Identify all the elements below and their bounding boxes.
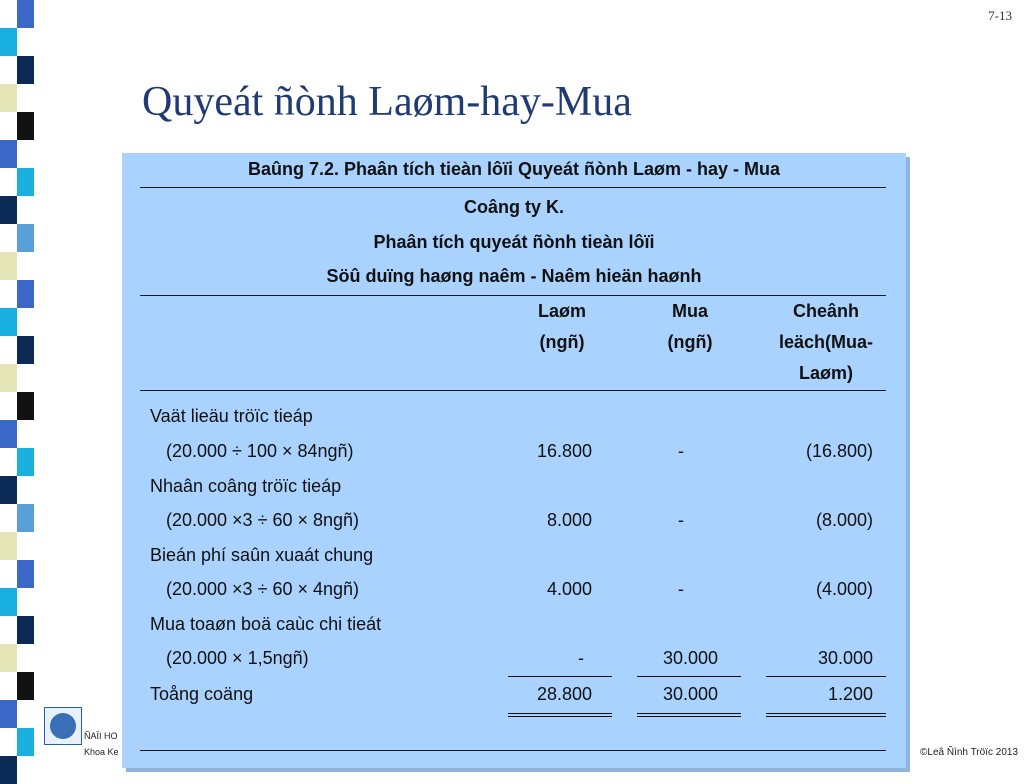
column-header-line: (ngñ) <box>539 332 585 352</box>
strip-square <box>0 420 17 448</box>
column-header-difference <box>766 296 886 389</box>
row-label-overhead: Bieán phí saûn xuaát chung <box>150 545 374 565</box>
divider <box>140 750 886 751</box>
logo-emblem-icon <box>50 713 76 739</box>
strip-square <box>0 476 17 504</box>
cell-diff: 30.000 <box>817 648 873 668</box>
row-label-labor: Nhaân coâng tröïc tieáp <box>150 476 342 496</box>
strip-square <box>17 168 34 196</box>
strip-square <box>17 616 34 644</box>
strip-square <box>0 84 17 112</box>
subtotal-rule <box>637 676 741 677</box>
university-logo <box>44 707 82 745</box>
slide-title: Quyeát ñònh Laøm-hay-Mua <box>142 79 632 125</box>
strip-square <box>0 756 17 784</box>
footer-faculty: Khoa Ke <box>84 747 119 757</box>
row-label-overhead-calc: (20.000 ×3 ÷ 60 × 4ngñ) <box>166 579 360 599</box>
strip-square <box>0 364 17 392</box>
make-or-buy-table <box>122 153 906 768</box>
column-header-line: Laøm <box>537 301 586 321</box>
total-double-rule <box>637 713 741 717</box>
cell-buy: - <box>678 579 684 599</box>
column-header-make <box>502 296 622 358</box>
cell-buy: - <box>678 510 684 530</box>
strip-square <box>17 224 34 252</box>
cell-buy: - <box>678 441 684 461</box>
strip-square <box>0 532 17 560</box>
strip-square <box>0 644 17 672</box>
table-subtitle: Phaân tích quyeát ñònh tieàn lôïi <box>373 232 655 252</box>
column-header-line: Laøm) <box>799 363 853 383</box>
cell-make: 16.800 <box>536 441 592 461</box>
divider <box>140 390 886 391</box>
row-label-purchase-calc: (20.000 × 1,5ngñ) <box>166 648 309 668</box>
row-label-purchase: Mua toaøn boä caùc chi tieát <box>150 614 382 634</box>
strip-square <box>0 28 17 56</box>
slide-number: 7-13 <box>988 8 1012 23</box>
strip-square <box>17 56 34 84</box>
cell-total-buy: 30.000 <box>662 684 718 704</box>
strip-square <box>0 308 17 336</box>
cell-diff: (8.000) <box>815 510 873 530</box>
total-double-rule <box>766 713 886 717</box>
row-label-materials: Vaät lieäu tröïc tieáp <box>150 406 313 426</box>
strip-square <box>17 504 34 532</box>
strip-square <box>0 588 17 616</box>
strip-square <box>17 392 34 420</box>
column-header-line: leäch(Mua- <box>778 332 874 352</box>
strip-square <box>17 672 34 700</box>
strip-square <box>17 112 34 140</box>
column-header-line: Cheânh <box>792 301 859 321</box>
cell-make: 4.000 <box>546 579 592 599</box>
footer-university: ÑAÏI HO <box>84 731 118 741</box>
row-label-labor-calc: (20.000 ×3 ÷ 60 × 8ngñ) <box>166 510 360 530</box>
cell-total-diff: 1.200 <box>827 684 873 704</box>
strip-square <box>0 252 17 280</box>
row-label-total: Toång coäng <box>150 684 254 704</box>
decorative-strip <box>0 0 34 768</box>
column-header-line: (ngñ) <box>667 332 713 352</box>
column-header-line: Mua <box>672 301 708 321</box>
strip-square <box>17 0 34 28</box>
strip-square <box>17 280 34 308</box>
table-caption: Baûng 7.2. Phaân tích tieàn lôïi Quyeát ñònh Laøm - hay - Mua <box>247 159 781 179</box>
cell-make: - <box>578 648 584 668</box>
company-name: Coâng ty K. <box>463 197 564 217</box>
cell-buy: 30.000 <box>662 648 718 668</box>
cell-make: 8.000 <box>546 510 592 530</box>
strip-square <box>17 448 34 476</box>
strip-square <box>0 700 17 728</box>
total-double-rule <box>508 713 612 717</box>
subtotal-rule <box>766 676 886 677</box>
strip-square <box>0 140 17 168</box>
table-subtitle-2: Söû duïng haøng naêm - Naêm hieän haønh <box>326 266 702 286</box>
column-header-buy <box>630 296 750 358</box>
cell-diff: (4.000) <box>815 579 873 599</box>
strip-square <box>17 728 34 756</box>
row-label-materials-calc: (20.000 ÷ 100 × 84ngñ) <box>166 441 354 461</box>
cell-total-make: 28.800 <box>536 684 592 704</box>
subtotal-rule <box>508 676 612 677</box>
copyright: ©Leâ Ñình Tröïc 2013 <box>920 747 1018 758</box>
cell-diff: (16.800) <box>805 441 873 461</box>
strip-square <box>0 196 17 224</box>
strip-square <box>17 336 34 364</box>
divider <box>140 187 886 188</box>
strip-square <box>17 560 34 588</box>
